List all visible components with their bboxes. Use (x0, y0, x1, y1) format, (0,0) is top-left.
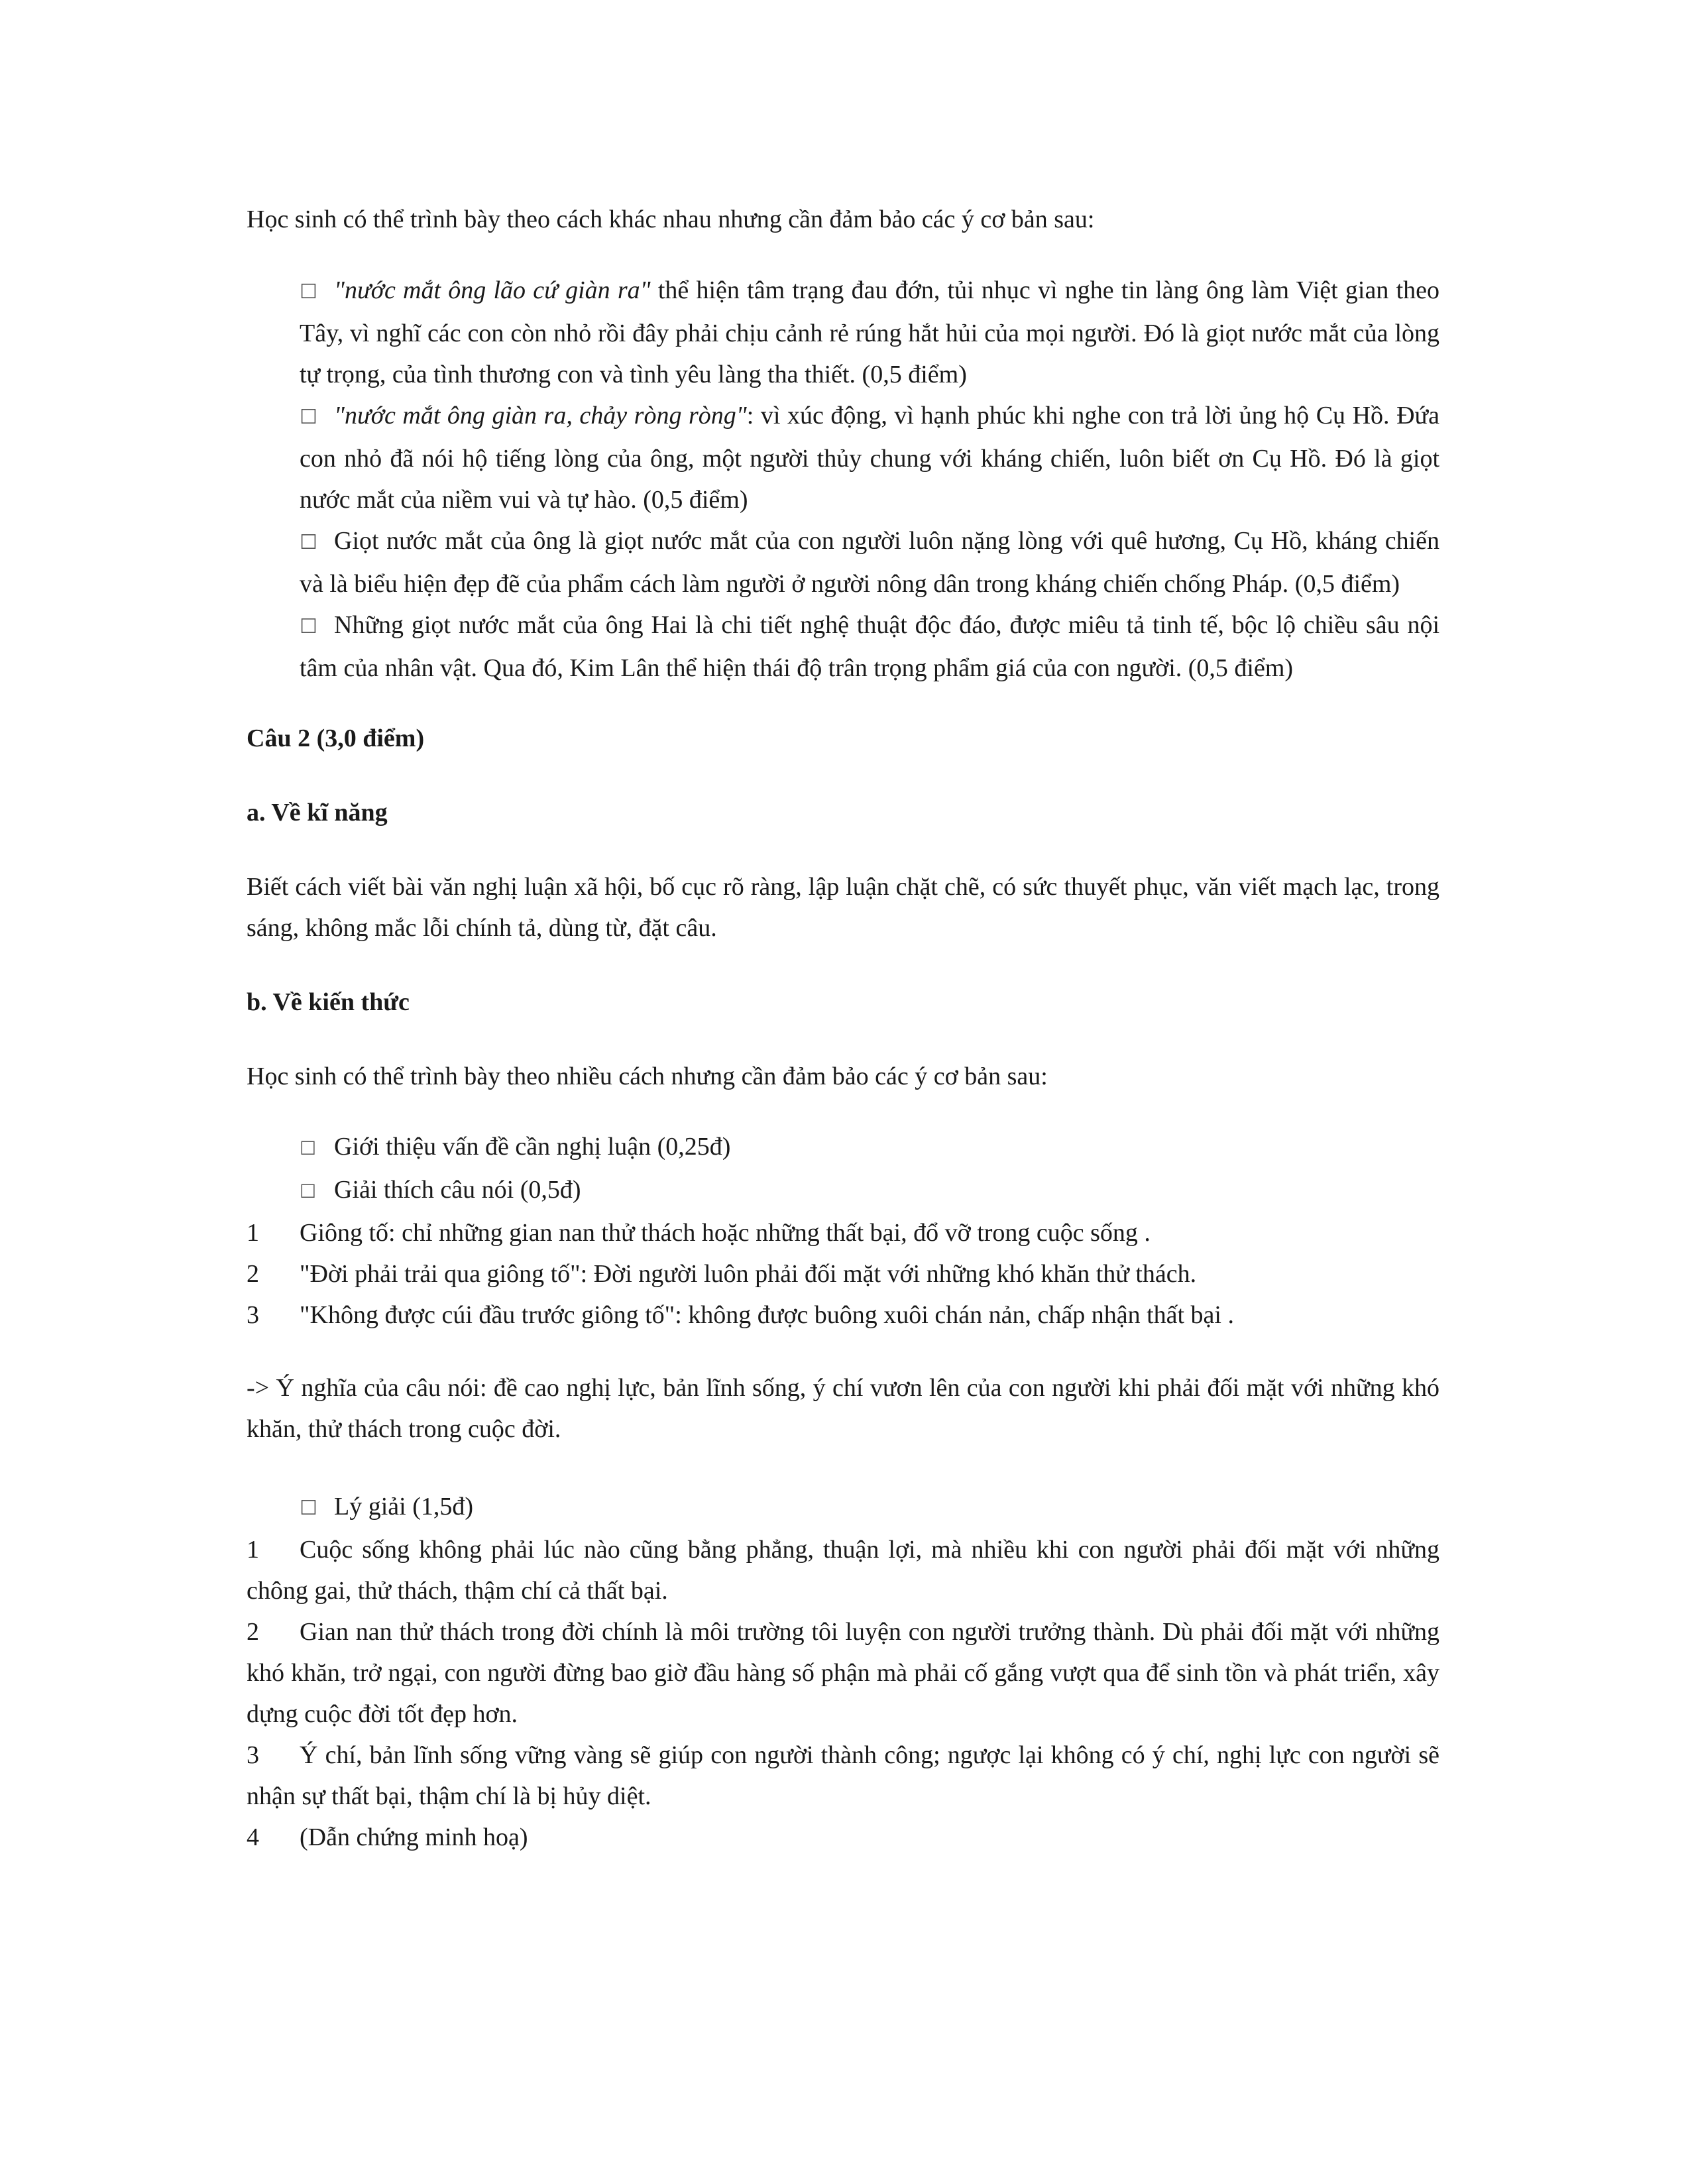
bullet-text: : vì xúc động, vì hạnh phúc khi nghe con trả lời ủng hộ Cụ Hồ. Đứa con nhỏ đã nói hộ tiếng lòng của ông, một người thủy chung với kháng chiến, luôn biết ơn Cụ Hồ. Đó là giọt nước mắt của niềm vui và tự hào. (0,5 điểm) (300, 402, 1439, 514)
checkbox-glyph-icon: ☐ (300, 406, 317, 429)
bullet-quote: "nước mắt ông giàn ra, chảy ròng ròng" (334, 402, 747, 430)
checkbox-glyph-icon: ☐ (300, 1497, 317, 1520)
bullet-item (300, 520, 1439, 604)
numbered-item (247, 1735, 1439, 1817)
heading-kien-thuc: b. Về kiến thức (247, 988, 410, 1016)
item-number: 1 (247, 1219, 259, 1247)
item-text: Giông tố: chỉ những gian nan thử thách hoặc những thất bại, đổ vỡ trong cuộc sống . (300, 1219, 1151, 1247)
numbered-item (247, 1212, 1439, 1253)
item-text: Gian nan thử thách trong đời chính là môi trường tôi luyện con người trưởng thành. Dù phải đối mặt với những khó khăn, trở ngại, con người đừng bao giờ đầu hàng số phận mà phải cố gắng vượt qua để sinh tồn và phát triển, xây dựng cuộc đời tốt đẹp hơn. (247, 1618, 1439, 1728)
checkbox-glyph-icon: ☐ (300, 280, 317, 304)
bullet-item (300, 1169, 1439, 1212)
bullet-item (300, 395, 1439, 520)
checkbox-glyph-icon: ☐ (300, 1137, 317, 1159)
document-page (247, 199, 1439, 1858)
bullet-quote: "nước mắt ông lão cứ giàn ra" (334, 276, 651, 304)
bullet-text: Những giọt nước mắt của ông Hai là chi tiết nghệ thuật độc đáo, được miêu tả tinh tế, bộc lộ chiều sâu nội tâm của nhân vật. Qua đó, Kim Lân thể hiện thái độ trân trọng phẩm giá của con người. (0,5 điểm) (300, 611, 1439, 682)
item-number: 3 (247, 1301, 259, 1329)
checkbox-glyph-icon: ☐ (300, 615, 317, 638)
checkbox-glyph-icon: ☐ (300, 531, 317, 554)
intro-paragraph: Học sinh có thể trình bày theo cách khác nhau nhưng cần đảm bảo các ý cơ bản sau: (247, 205, 1095, 233)
item-text: (Dẫn chứng minh hoạ) (300, 1823, 528, 1851)
answer-bullets-cau1 (247, 270, 1439, 689)
bullet-text: thể hiện tâm trạng đau đớn, tủi nhục vì nghe tin làng ông làm Việt gian theo Tây, vì nghĩ các con còn nhỏ rồi đây phải chịu cảnh rẻ rúng hắt hủi của mọi người. Đó là giọt nước mắt của lòng tự trọng, của tình thương con và tình yêu làng tha thiết. (0,5 điểm) (300, 276, 1439, 388)
heading-ki-nang: a. Về kĩ năng (247, 799, 388, 827)
bullet-text: Lý giải (1,5đ) (334, 1493, 474, 1521)
bullet-text: Giọt nước mắt của ông là giọt nước mắt của con người luôn nặng lòng với quê hương, Cụ Hồ, kháng chiến và là biểu hiện đẹp đẽ của phẩm cách làm người ở người nông dân trong kháng chiến chống Pháp. (0,5 điểm) (300, 527, 1439, 598)
numbered-item (247, 1529, 1439, 1611)
intro-paragraph-2: Học sinh có thể trình bày theo nhiều cách nhưng cần đảm bảo các ý cơ bản sau: (247, 1063, 1048, 1090)
numbered-item (247, 1611, 1439, 1735)
bullet-item (300, 1486, 1439, 1529)
item-number: 2 (247, 1618, 259, 1646)
numbered-item (247, 1253, 1439, 1294)
meaning-paragraph: -> Ý nghĩa của câu nói: đề cao nghị lực, bản lĩnh sống, ý chí vươn lên của con người khi phải đối mặt với những khó khăn, thử thách trong cuộc đời. (247, 1374, 1439, 1443)
bullet-item (300, 1126, 1439, 1169)
item-number: 1 (247, 1536, 259, 1564)
item-text: "Không được cúi đầu trước giông tố": không được buông xuôi chán nản, chấp nhận thất bại . (300, 1301, 1234, 1329)
numbered-item (247, 1294, 1439, 1336)
ki-nang-paragraph: Biết cách viết bài văn nghị luận xã hội, bố cục rõ ràng, lập luận chặt chẽ, có sức thuyết phục, văn viết mạch lạc, trong sáng, không mắc lỗi chính tả, dùng từ, đặt câu. (247, 873, 1439, 942)
numbered-item (247, 1817, 1439, 1858)
bullet-item (300, 270, 1439, 395)
item-text: Cuộc sống không phải lúc nào cũng bằng phẳng, thuận lợi, mà nhiều khi con người phải đối mặt với những chông gai, thử thách, thậm chí cả thất bại. (247, 1536, 1439, 1605)
item-text: Ý chí, bản lĩnh sống vững vàng sẽ giúp con người thành công; ngược lại không có ý chí, nghị lực con người sẽ nhận sự thất bại, thậm chí là bị hủy diệt. (247, 1741, 1439, 1810)
numbered-list-giai-thich (247, 1212, 1439, 1336)
numbered-list-ly-giai (247, 1529, 1439, 1858)
bullet-item (300, 604, 1439, 689)
bullet-text: Giới thiệu vấn đề cần nghị luận (0,25đ) (334, 1133, 731, 1161)
item-text: "Đời phải trải qua giông tố": Đời người luôn phải đối mặt với những khó khăn thử thách. (300, 1260, 1197, 1288)
checkbox-glyph-icon: ☐ (300, 1180, 317, 1202)
item-number: 3 (247, 1741, 259, 1769)
heading-cau-2: Câu 2 (3,0 điểm) (247, 724, 425, 752)
bullet-text: Giải thích câu nói (0,5đ) (334, 1176, 581, 1204)
item-number: 2 (247, 1260, 259, 1288)
item-number: 4 (247, 1823, 259, 1851)
answer-bullets-cau2 (247, 1126, 1439, 1212)
